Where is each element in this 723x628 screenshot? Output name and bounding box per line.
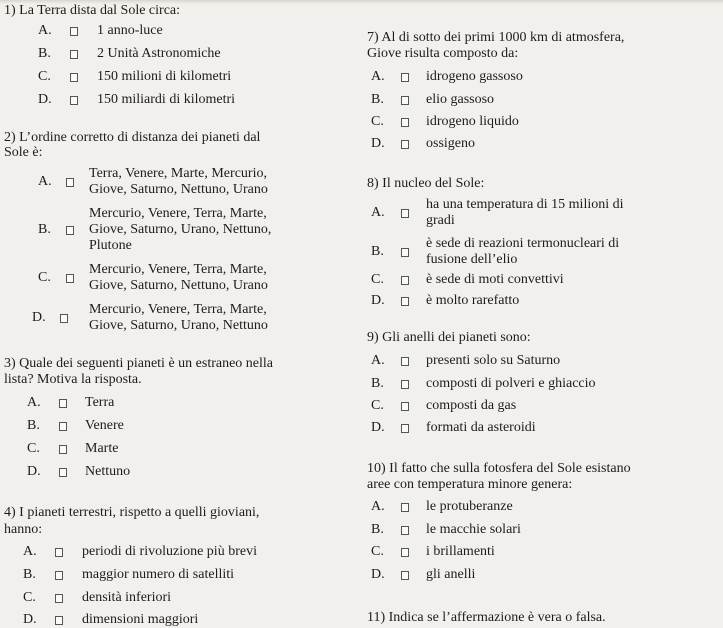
question-1: 1) La Terra dista dal Sole circa: — [4, 3, 181, 18]
q9-option-b-checkbox[interactable] — [401, 380, 409, 389]
q1-option-b-checkbox[interactable] — [70, 50, 78, 59]
q2-option-c-line2: Giove, Saturno, Nettuno, Urano — [89, 278, 268, 293]
q1-option-a-text: 1 anno-luce — [97, 23, 163, 38]
q1-option-d-checkbox[interactable] — [70, 96, 78, 105]
q8-option-b-line1: è sede di reazioni termonucleari di — [426, 236, 620, 251]
q4-option-c-text: densità inferiori — [82, 590, 172, 605]
q2-option-b-line1: Mercurio, Venere, Terra, Marte, — [89, 206, 267, 221]
q2-option-b-checkbox[interactable] — [66, 226, 74, 235]
q3-option-a-letter: A. — [27, 395, 41, 410]
q1-option-c-text: 150 milioni di kilometri — [97, 69, 232, 84]
question-4-line2: hanno: — [4, 522, 43, 537]
q4-option-d-checkbox[interactable] — [55, 616, 63, 625]
q9-option-a-checkbox[interactable] — [401, 357, 409, 366]
q9-option-d-letter: D. — [371, 420, 385, 435]
q8-option-d-text: è molto rarefatto — [426, 293, 520, 308]
q9-option-b-letter: B. — [371, 376, 384, 391]
q3-option-d-text: Nettuno — [85, 464, 131, 479]
question-8: 8) Il nucleo del Sole: — [367, 176, 485, 191]
q3-option-b-text: Venere — [85, 418, 124, 433]
q2-option-d-line2: Giove, Saturno, Urano, Nettuno — [89, 318, 268, 333]
question-2-line1: 2) L’ordine corretto di distanza dei pianeti dal — [4, 130, 261, 145]
q8-option-b-line2: fusione dell’elio — [426, 252, 518, 267]
q7-option-d-text: ossigeno — [426, 136, 475, 151]
question-3-line2: lista? Motiva la risposta. — [4, 372, 142, 387]
q10-option-b-letter: B. — [371, 522, 384, 537]
q2-option-c-letter: C. — [38, 270, 51, 285]
q1-option-d-text: 150 miliardi di kilometri — [97, 92, 236, 107]
q9-option-d-checkbox[interactable] — [401, 424, 409, 433]
q4-option-c-letter: C. — [23, 590, 36, 605]
q2-option-a-line2: Giove, Saturno, Nettuno, Urano — [89, 182, 268, 197]
q8-option-b-checkbox[interactable] — [401, 248, 409, 257]
q7-option-b-letter: B. — [371, 92, 384, 107]
q1-option-a-checkbox[interactable] — [70, 27, 78, 36]
q2-option-b-line2: Giove, Saturno, Urano, Nettuno, — [89, 222, 272, 237]
q8-option-a-line2: gradi — [426, 213, 455, 228]
q2-option-c-checkbox[interactable] — [66, 274, 74, 283]
q2-option-d-checkbox[interactable] — [60, 314, 68, 323]
q7-option-a-checkbox[interactable] — [401, 73, 409, 82]
q8-option-d-letter: D. — [371, 293, 385, 308]
q2-option-a-checkbox[interactable] — [66, 178, 74, 187]
q8-option-a-letter: A. — [371, 205, 385, 220]
q8-option-b-letter: B. — [371, 244, 384, 259]
q2-option-b-line3: Plutone — [89, 238, 132, 253]
q2-option-d-line1: Mercurio, Venere, Terra, Marte, — [89, 302, 267, 317]
q2-option-b-letter: B. — [38, 222, 51, 237]
q3-option-c-letter: C. — [27, 441, 40, 456]
q4-option-c-checkbox[interactable] — [55, 594, 63, 603]
q7-option-c-letter: C. — [371, 114, 384, 129]
q4-option-d-letter: D. — [23, 612, 37, 627]
q7-option-a-letter: A. — [371, 69, 385, 84]
q4-option-a-letter: A. — [23, 544, 37, 559]
q7-option-b-text: elio gassoso — [426, 92, 495, 107]
q7-option-c-text: idrogeno liquido — [426, 114, 519, 129]
question-7-line1: 7) Al di sotto dei primi 1000 km di atmosfera, — [367, 30, 625, 45]
q1-option-a-letter: A. — [38, 23, 52, 38]
q1-option-b-text: 2 Unità Astronomiche — [97, 46, 221, 61]
q8-option-a-checkbox[interactable] — [401, 209, 409, 218]
q4-option-b-text: maggior numero di satelliti — [82, 567, 235, 582]
q10-option-d-text: gli anelli — [426, 567, 476, 582]
question-3-line1: 3) Quale dei seguenti pianeti è un estraneo nella — [4, 356, 274, 371]
question-9: 9) Gli anelli dei pianeti sono: — [367, 330, 531, 345]
q1-option-c-checkbox[interactable] — [70, 73, 78, 82]
question-4-line1: 4) I pianeti terrestri, rispetto a quelli gioviani, — [4, 505, 260, 520]
q10-option-b-text: le macchie solari — [426, 522, 521, 537]
q7-option-a-text: idrogeno gassoso — [426, 69, 523, 84]
q4-option-b-checkbox[interactable] — [55, 571, 63, 580]
q10-option-c-checkbox[interactable] — [401, 548, 409, 557]
q3-option-a-checkbox[interactable] — [59, 399, 67, 408]
q1-option-d-letter: D. — [38, 92, 52, 107]
question-10-line2: aree con temperatura minore genera: — [367, 477, 573, 492]
q3-option-d-letter: D. — [27, 464, 41, 479]
q1-option-b-letter: B. — [38, 46, 51, 61]
q4-option-b-letter: B. — [23, 567, 36, 582]
q3-option-b-checkbox[interactable] — [59, 422, 67, 431]
q9-option-c-checkbox[interactable] — [401, 402, 409, 411]
q10-option-c-text: i brillamenti — [426, 544, 495, 559]
q3-option-b-letter: B. — [27, 418, 40, 433]
q10-option-a-letter: A. — [371, 499, 385, 514]
q4-option-d-text: dimensioni maggiori — [82, 612, 199, 627]
q9-option-a-text: presenti solo su Saturno — [426, 353, 561, 368]
q10-option-a-checkbox[interactable] — [401, 503, 409, 512]
question-11: 11) Indica se l’affermazione è vera o falsa. — [367, 610, 606, 625]
q8-option-a-line1: ha una temperatura di 15 milioni di — [426, 197, 624, 212]
q3-option-d-checkbox[interactable] — [59, 468, 67, 477]
q7-option-d-checkbox[interactable] — [401, 140, 409, 149]
question-10-line1: 10) Il fatto che sulla fotosfera del Sole esistano — [367, 461, 631, 476]
q10-option-c-letter: C. — [371, 544, 384, 559]
q8-option-d-checkbox[interactable] — [401, 297, 409, 306]
q9-option-b-text: composti di polveri e ghiaccio — [426, 376, 596, 391]
question-2-line2: Sole è: — [4, 145, 43, 160]
q8-option-c-text: è sede di moti convettivi — [426, 272, 564, 287]
q9-option-d-text: formati da asteroidi — [426, 420, 536, 435]
q9-option-a-letter: A. — [371, 353, 385, 368]
question-7-line2: Giove risulta composto da: — [367, 46, 519, 61]
q10-option-d-checkbox[interactable] — [401, 571, 409, 580]
q2-option-d-letter: D. — [32, 310, 46, 325]
q7-option-c-checkbox[interactable] — [401, 118, 409, 127]
q1-option-c-letter: C. — [38, 69, 51, 84]
q2-option-a-letter: A. — [38, 174, 52, 189]
q8-option-c-letter: C. — [371, 272, 384, 287]
q8-option-c-checkbox[interactable] — [401, 276, 409, 285]
q3-option-c-text: Marte — [85, 441, 119, 456]
q10-option-b-checkbox[interactable] — [401, 526, 409, 535]
q4-option-a-text: periodi di rivoluzione più brevi — [82, 544, 257, 559]
q9-option-c-text: composti da gas — [426, 398, 517, 413]
q7-option-b-checkbox[interactable] — [401, 96, 409, 105]
q9-option-c-letter: C. — [371, 398, 384, 413]
q2-option-a-line1: Terra, Venere, Marte, Mercurio, — [89, 166, 267, 181]
q3-option-a-text: Terra — [85, 395, 115, 410]
q4-option-a-checkbox[interactable] — [55, 548, 63, 557]
q7-option-d-letter: D. — [371, 136, 385, 151]
q3-option-c-checkbox[interactable] — [59, 445, 67, 454]
q10-option-d-letter: D. — [371, 567, 385, 582]
q2-option-c-line1: Mercurio, Venere, Terra, Marte, — [89, 262, 267, 277]
q10-option-a-text: le protuberanze — [426, 499, 513, 514]
